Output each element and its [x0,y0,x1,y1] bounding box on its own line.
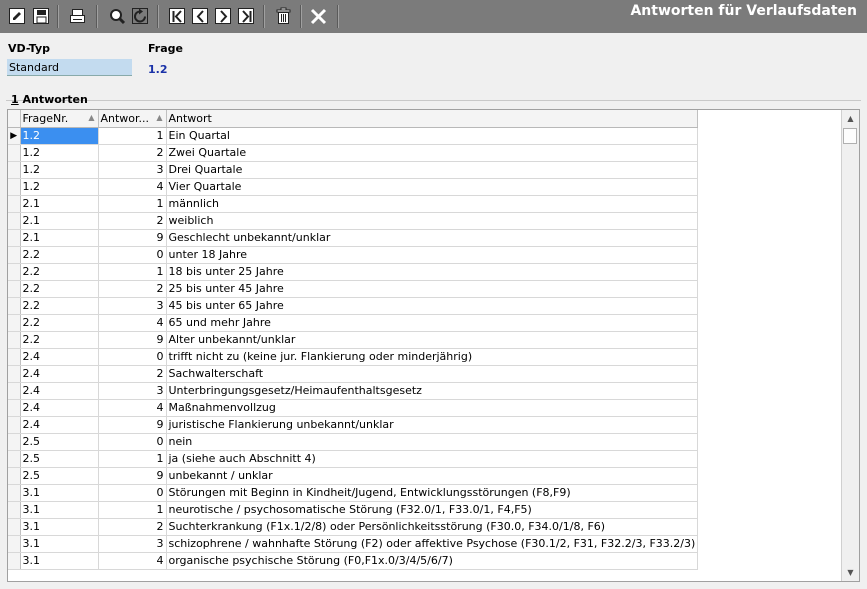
cell-fragenr[interactable]: 2.4 [20,348,98,365]
table-row[interactable] [8,365,698,382]
cell-fragenr[interactable]: 2.4 [20,399,98,416]
frage-label: Frage [148,42,183,55]
scroll-up-icon[interactable]: ▲ [847,114,854,123]
cell-antwort[interactable]: Unterbringungsgesetz/Heimaufenthaltsgesetz [166,382,698,399]
row-indicator [8,280,20,297]
cell-antwortnr[interactable]: 1 [98,501,166,518]
cell-fragenr[interactable]: 1.2 [20,178,98,195]
cell-antwort[interactable]: 25 bis unter 45 Jahre [166,280,698,297]
toolbar-separator [300,5,302,28]
cell-antwort[interactable]: Geschlecht unbekannt/unklar [166,229,698,246]
search-icon[interactable] [108,7,127,26]
sort-icon: ▲ [88,113,95,122]
cell-fragenr[interactable]: 2.2 [20,280,98,297]
cell-antwortnr[interactable]: 3 [98,535,166,552]
print-icon[interactable] [68,7,87,26]
table-row[interactable] [8,467,698,484]
column-header-fragenr[interactable]: FrageNr. ▲ [20,110,98,127]
group-hotkey: 1 [11,93,19,106]
table-row[interactable] [8,348,698,365]
cell-antwortnr[interactable]: 0 [98,348,166,365]
save-icon[interactable] [32,7,51,26]
table-row[interactable] [8,280,698,297]
cell-antwortnr[interactable]: 4 [98,552,166,569]
table-row[interactable] [8,178,698,195]
antworten-table [8,110,698,570]
cell-fragenr[interactable]: 2.2 [20,331,98,348]
grid-header-row [8,110,698,127]
table-row[interactable] [8,144,698,161]
cell-antwort[interactable]: 65 und mehr Jahre [166,314,698,331]
cell-antwortnr[interactable]: 9 [98,416,166,433]
row-indicator [8,246,20,263]
refresh-icon[interactable] [131,7,150,26]
cell-antwortnr[interactable]: 9 [98,229,166,246]
toolbar-separator [57,5,59,28]
cell-antwortnr[interactable]: 0 [98,433,166,450]
scrollbar-thumb[interactable] [843,128,857,144]
row-indicator [8,450,20,467]
cell-fragenr[interactable]: 1.2 [20,144,98,161]
column-header-antwort[interactable]: Antwort [166,110,698,127]
row-indicator [8,399,20,416]
next-record-icon[interactable] [214,7,233,26]
first-record-icon[interactable] [168,7,187,26]
row-indicator [8,433,20,450]
cell-fragenr[interactable]: 2.2 [20,246,98,263]
cell-antwort[interactable]: Vier Quartale [166,178,698,195]
antworten-group-title [11,93,88,106]
toolbar-separator [96,5,98,28]
row-indicator [8,263,20,280]
row-indicator [8,229,20,246]
cell-antwortnr[interactable]: 1 [98,450,166,467]
cell-antwort[interactable]: organische psychische Störung (F0,F1x.0/3/4/5/6/7) [166,552,698,569]
row-indicator [8,518,20,535]
antworten-grid [7,109,860,582]
edit-icon[interactable] [8,7,27,26]
table-row[interactable] [8,229,698,246]
table-row[interactable] [8,552,698,569]
cell-antwort[interactable]: Sachwalterschaft [166,365,698,382]
cell-antwort[interactable]: männlich [166,195,698,212]
cell-antwortnr[interactable]: 2 [98,212,166,229]
cell-fragenr[interactable]: 2.4 [20,365,98,382]
row-indicator [8,552,20,569]
vertical-scrollbar[interactable] [841,110,859,581]
cell-antwortnr[interactable]: 4 [98,314,166,331]
table-row[interactable] [8,127,698,144]
cell-antwort[interactable]: ja (siehe auch Abschnitt 4) [166,450,698,467]
cell-antwortnr[interactable]: 9 [98,467,166,484]
cell-antwortnr[interactable]: 3 [98,382,166,399]
cell-antwort[interactable]: schizophrene / wahnhafte Störung (F2) oder affektive Psychose (F30.1/2, F31, F32.2/3, F33.2/3) [166,535,698,552]
cell-antwort[interactable]: Maßnahmenvollzug [166,399,698,416]
cell-antwortnr[interactable]: 1 [98,263,166,280]
row-indicator [8,212,20,229]
row-indicator [8,365,20,382]
row-indicator [8,195,20,212]
toolbar-separator [157,5,159,28]
cell-antwortnr[interactable]: 3 [98,297,166,314]
cell-fragenr[interactable]: 2.2 [20,297,98,314]
previous-record-icon[interactable] [191,7,210,26]
table-row[interactable] [8,297,698,314]
row-indicator-header [8,110,20,127]
row-indicator [8,348,20,365]
cell-fragenr[interactable]: 2.1 [20,229,98,246]
cell-fragenr[interactable]: 3.1 [20,552,98,569]
cell-fragenr[interactable]: 3.1 [20,518,98,535]
sort-icon: ▲ [156,113,163,122]
cell-fragenr[interactable]: 2.5 [20,450,98,467]
row-indicator [8,161,20,178]
app-title: Antworten für Verlaufsdaten [630,3,857,19]
cell-antwort[interactable]: Zwei Quartale [166,144,698,161]
cell-fragenr[interactable]: 3.1 [20,535,98,552]
cell-antwort[interactable]: trifft nicht zu (keine jur. Flankierung oder minderjährig) [166,348,698,365]
row-indicator [8,331,20,348]
row-indicator [8,314,20,331]
row-indicator [8,467,20,484]
delete-icon[interactable] [274,7,293,26]
cell-fragenr[interactable]: 1.2 [20,161,98,178]
row-indicator [8,416,20,433]
table-row[interactable] [8,535,698,552]
cell-antwort[interactable]: 45 bis unter 65 Jahre [166,297,698,314]
cell-fragenr[interactable]: 2.5 [20,467,98,484]
table-row[interactable] [8,212,698,229]
cell-fragenr[interactable]: 1.2 [20,127,98,144]
last-record-icon[interactable] [237,7,256,26]
cell-antwortnr[interactable]: 0 [98,484,166,501]
cell-antwort[interactable]: Alter unbekannt/unklar [166,331,698,348]
cell-antwortnr[interactable]: 2 [98,280,166,297]
cell-fragenr[interactable]: 2.4 [20,416,98,433]
group-divider [6,100,861,101]
cell-antwortnr[interactable]: 9 [98,331,166,348]
cell-fragenr[interactable]: 2.2 [20,314,98,331]
table-row[interactable] [8,518,698,535]
row-indicator [8,178,20,195]
cell-antwortnr[interactable]: 2 [98,144,166,161]
cell-antwortnr[interactable]: 2 [98,365,166,382]
row-indicator [8,144,20,161]
table-row[interactable] [8,382,698,399]
cell-antwort[interactable]: unter 18 Jahre [166,246,698,263]
cell-fragenr[interactable]: 2.2 [20,263,98,280]
cell-antwort[interactable]: unbekannt / unklar [166,467,698,484]
cell-fragenr[interactable]: 2.1 [20,195,98,212]
cell-antwortnr[interactable]: 3 [98,161,166,178]
table-row[interactable] [8,450,698,467]
table-row[interactable] [8,314,698,331]
scroll-down-icon[interactable]: ▼ [847,568,854,577]
cell-antwort[interactable]: weiblich [166,212,698,229]
vd-typ-label: VD-Typ [8,42,51,55]
current-row-pointer-icon: ▶ [10,130,18,141]
cell-antwortnr[interactable]: 1 [98,195,166,212]
cell-antwort[interactable]: Drei Quartale [166,161,698,178]
cell-fragenr[interactable]: 3.1 [20,484,98,501]
toolbar-separator [337,5,339,28]
cell-antwort[interactable]: Ein Quartal [166,127,698,144]
cell-antwortnr[interactable]: 2 [98,518,166,535]
table-row[interactable] [8,195,698,212]
table-row[interactable] [8,433,698,450]
table-row[interactable] [8,416,698,433]
cell-antwortnr[interactable]: 4 [98,178,166,195]
cell-antwortnr[interactable]: 0 [98,246,166,263]
group-title-text: Antworten [18,93,88,106]
row-indicator [8,297,20,314]
table-row[interactable] [8,331,698,348]
row-indicator [8,501,20,518]
table-row[interactable] [8,263,698,280]
cell-antwort[interactable]: Störungen mit Beginn in Kindheit/Jugend, Entwicklungsstörungen (F8,F9) [166,484,698,501]
cell-antwortnr[interactable]: 4 [98,399,166,416]
vd-typ-field[interactable]: Standard [7,59,132,76]
table-row[interactable] [8,246,698,263]
cell-fragenr[interactable]: 3.1 [20,501,98,518]
toolbar [0,0,867,33]
column-header-antwortnr[interactable]: Antwor... ▲ [98,110,166,127]
cell-antwort[interactable]: 18 bis unter 25 Jahre [166,263,698,280]
cell-fragenr[interactable]: 2.4 [20,382,98,399]
cell-antwort[interactable]: nein [166,433,698,450]
cell-antwortnr[interactable]: 1 [98,127,166,144]
row-indicator [8,382,20,399]
cell-antwort[interactable]: juristische Flankierung unbekannt/unklar [166,416,698,433]
cell-antwort[interactable]: Suchterkrankung (F1x.1/2/8) oder Persönlichkeitsstörung (F30.0, F34.0/1/8, F6) [166,518,698,535]
close-icon[interactable] [309,7,328,26]
row-indicator [8,535,20,552]
table-row[interactable] [8,484,698,501]
toolbar-separator [263,5,265,28]
row-indicator [8,127,20,144]
table-row[interactable] [8,161,698,178]
frage-value: 1.2 [148,63,168,76]
cell-fragenr[interactable]: 2.5 [20,433,98,450]
cell-fragenr[interactable]: 2.1 [20,212,98,229]
cell-antwort[interactable]: neurotische / psychosomatische Störung (F32.0/1, F33.0/1, F4,F5) [166,501,698,518]
row-indicator [8,484,20,501]
table-row[interactable] [8,399,698,416]
table-row[interactable] [8,501,698,518]
